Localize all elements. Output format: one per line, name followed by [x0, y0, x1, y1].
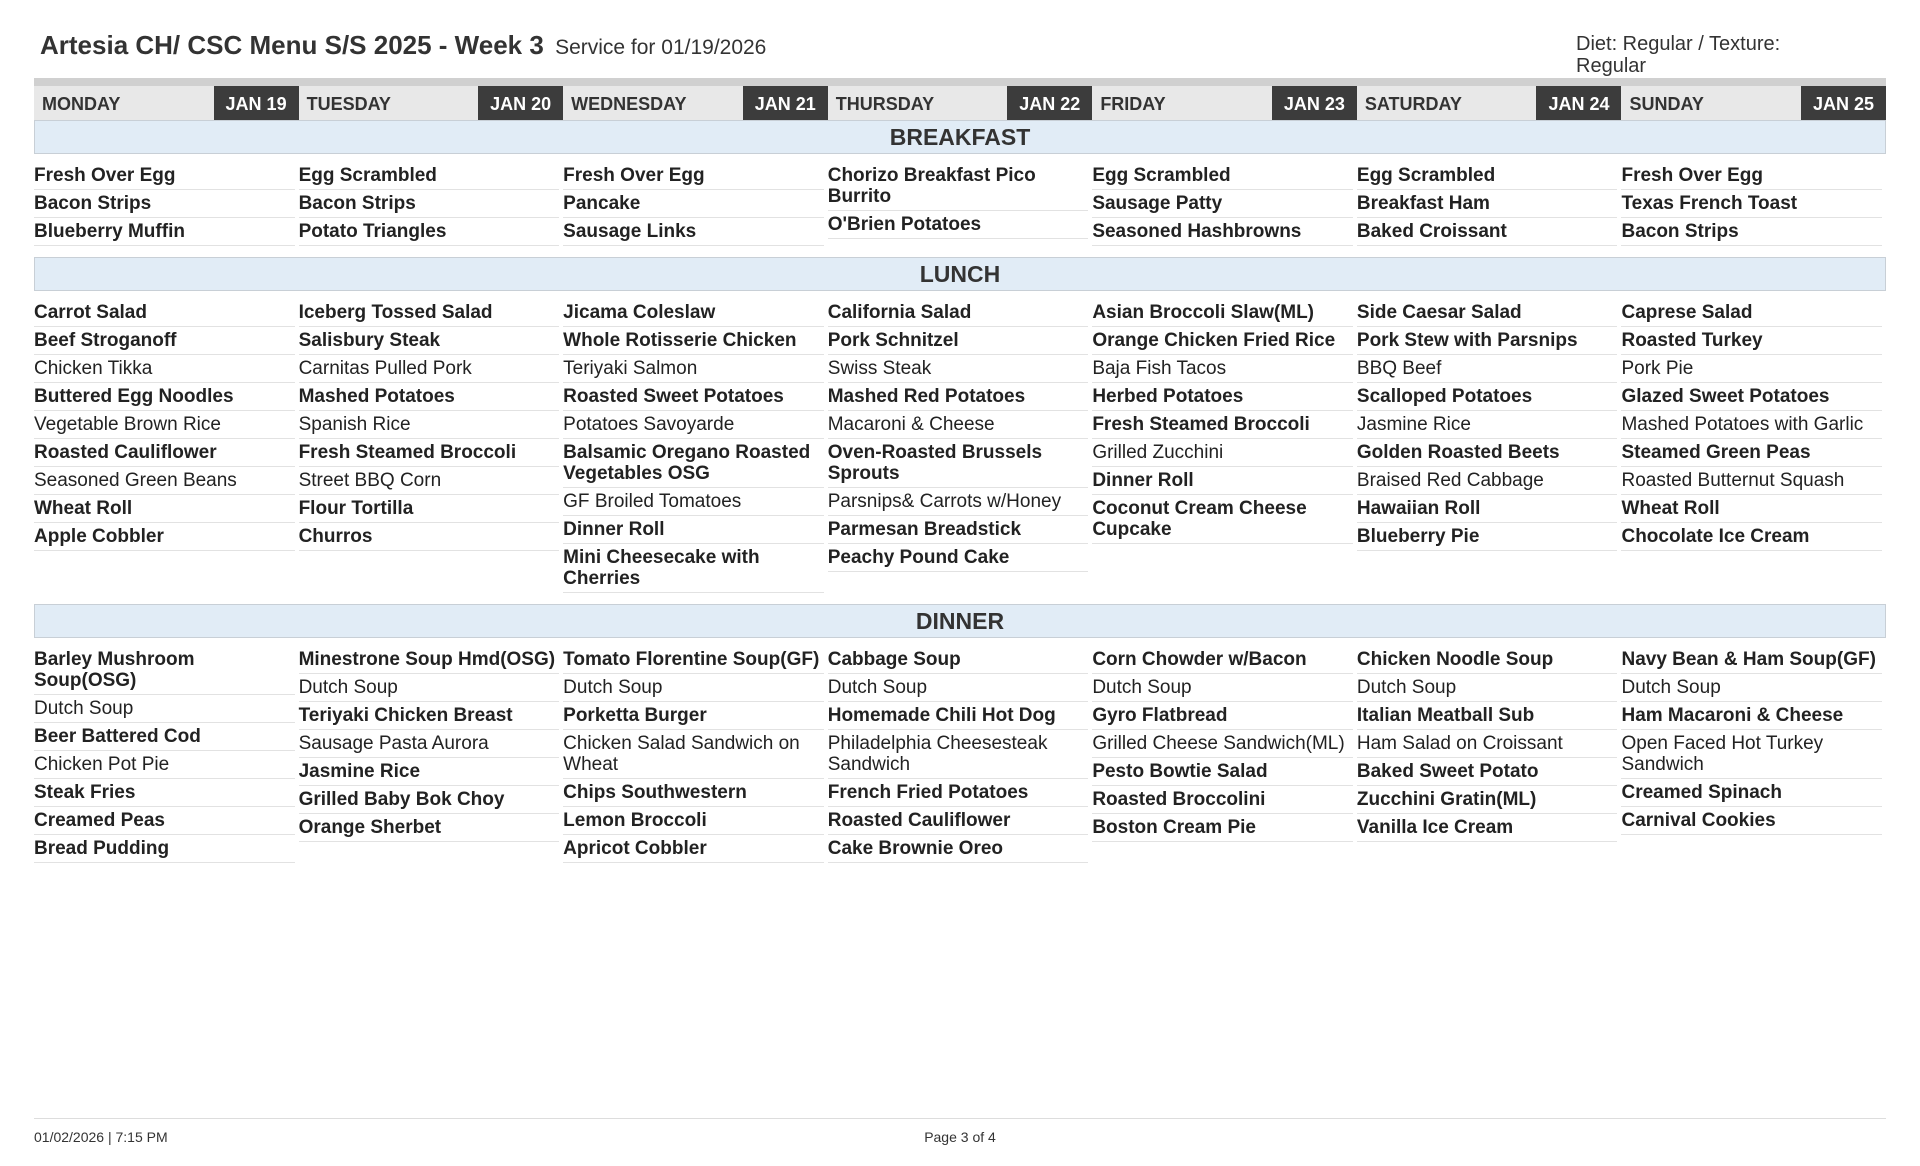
dinner-column-monday — [34, 646, 299, 863]
lunch-column-tuesday — [299, 299, 564, 593]
menu-item: Churros — [299, 523, 560, 551]
menu-item: Apple Cobbler — [34, 523, 295, 551]
menu-item: Iceberg Tossed Salad — [299, 299, 560, 327]
menu-item: Ham Salad on Croissant — [1357, 730, 1618, 758]
menu-item: Egg Scrambled — [299, 162, 560, 190]
lunch-column-wednesday — [563, 299, 828, 593]
menu-item: Glazed Sweet Potatoes — [1621, 383, 1882, 411]
day-date-badge: JAN 23 — [1272, 86, 1357, 120]
dinner-column-friday — [1092, 646, 1357, 863]
menu-item: Parsnips& Carrots w/Honey — [828, 488, 1089, 516]
menu-item: Seasoned Hashbrowns — [1092, 218, 1353, 246]
menu-item: Homemade Chili Hot Dog — [828, 702, 1089, 730]
lunch-heading: LUNCH — [34, 257, 1886, 291]
menu-item: Chicken Tikka — [34, 355, 295, 383]
menu-item: Herbed Potatoes — [1092, 383, 1353, 411]
menu-item: Steak Fries — [34, 779, 295, 807]
day-date-badge: JAN 24 — [1536, 86, 1621, 120]
menu-item: Golden Roasted Beets — [1357, 439, 1618, 467]
menu-item: Balsamic Oregano Roasted Vegetables OSG — [563, 439, 824, 488]
menu-item: Dinner Roll — [1092, 467, 1353, 495]
day-name: SUNDAY — [1629, 94, 1704, 114]
menu-item: Tomato Florentine Soup(GF) — [563, 646, 824, 674]
menu-item: Pork Stew with Parsnips — [1357, 327, 1618, 355]
menu-item: GF Broiled Tomatoes — [563, 488, 824, 516]
menu-item: Sausage Links — [563, 218, 824, 246]
day-header-monday — [34, 86, 299, 120]
menu-item: Corn Chowder w/Bacon — [1092, 646, 1353, 674]
menu-item: Gyro Flatbread — [1092, 702, 1353, 730]
breakfast-section — [34, 120, 1886, 246]
menu-item: Dutch Soup — [828, 674, 1089, 702]
day-name: FRIDAY — [1100, 94, 1166, 114]
menu-item: Orange Sherbet — [299, 814, 560, 842]
menu-item: Pesto Bowtie Salad — [1092, 758, 1353, 786]
menu-item: Roasted Cauliflower — [828, 807, 1089, 835]
menu-item: Italian Meatball Sub — [1357, 702, 1618, 730]
dinner-column-saturday — [1357, 646, 1622, 863]
menu-item: Zucchini Gratin(ML) — [1357, 786, 1618, 814]
menu-item: Pork Schnitzel — [828, 327, 1089, 355]
day-name: THURSDAY — [835, 94, 935, 114]
menu-item: Fresh Over Egg — [1621, 162, 1882, 190]
menu-item: Bacon Strips — [1621, 218, 1882, 246]
menu-item: Wheat Roll — [1621, 495, 1882, 523]
menu-item: Chocolate Ice Cream — [1621, 523, 1882, 551]
menu-item: Roasted Cauliflower — [34, 439, 295, 467]
dinner-heading: DINNER — [34, 604, 1886, 638]
day-date-badge: JAN 25 — [1801, 86, 1886, 120]
lunch-section — [34, 257, 1886, 593]
menu-item: Roasted Broccolini — [1092, 786, 1353, 814]
menu-item: Chips Southwestern — [563, 779, 824, 807]
menu-item: Boston Cream Pie — [1092, 814, 1353, 842]
menu-item: Street BBQ Corn — [299, 467, 560, 495]
dinner-column-sunday — [1621, 646, 1886, 863]
page-title — [40, 30, 766, 61]
dinner-column-tuesday — [299, 646, 564, 863]
menu-item: Potato Triangles — [299, 218, 560, 246]
menu-item: Baja Fish Tacos — [1092, 355, 1353, 383]
menu-item: Salisbury Steak — [299, 327, 560, 355]
breakfast-columns — [34, 162, 1886, 246]
menu-item: Dutch Soup — [563, 674, 824, 702]
menu-item: Asian Broccoli Slaw(ML) — [1092, 299, 1353, 327]
menu-item: Navy Bean & Ham Soup(GF) — [1621, 646, 1882, 674]
menu-item: Bacon Strips — [34, 190, 295, 218]
dinner-section — [34, 604, 1886, 863]
menu-item: Blueberry Pie — [1357, 523, 1618, 551]
breakfast-column-wednesday — [563, 162, 828, 246]
menu-item: O'Brien Potatoes — [828, 211, 1089, 239]
menu-item: Ham Macaroni & Cheese — [1621, 702, 1882, 730]
menu-item: Creamed Spinach — [1621, 779, 1882, 807]
menu-item: Mashed Potatoes with Garlic — [1621, 411, 1882, 439]
menu-item: Mashed Potatoes — [299, 383, 560, 411]
day-header-sunday — [1621, 86, 1886, 120]
menu-item: Vanilla Ice Cream — [1357, 814, 1618, 842]
menu-item: Baked Sweet Potato — [1357, 758, 1618, 786]
lunch-column-saturday — [1357, 299, 1622, 593]
menu-item: California Salad — [828, 299, 1089, 327]
menu-item: Macaroni & Cheese — [828, 411, 1089, 439]
menu-item: Teriyaki Chicken Breast — [299, 702, 560, 730]
menu-item: Dutch Soup — [1621, 674, 1882, 702]
menu-item: Chicken Pot Pie — [34, 751, 295, 779]
menu-item: Mini Cheesecake with Cherries — [563, 544, 824, 593]
page-number: Page 3 of 4 — [924, 1129, 996, 1145]
menu-item: Fresh Steamed Broccoli — [299, 439, 560, 467]
menu-item: Roasted Turkey — [1621, 327, 1882, 355]
day-date-badge: JAN 19 — [214, 86, 299, 120]
menu-item: Jasmine Rice — [299, 758, 560, 786]
lunch-column-thursday — [828, 299, 1093, 593]
day-header-wednesday — [563, 86, 828, 120]
day-header-saturday — [1357, 86, 1622, 120]
dinner-column-thursday — [828, 646, 1093, 863]
menu-item: Chicken Salad Sandwich on Wheat — [563, 730, 824, 779]
menu-item: Carrot Salad — [34, 299, 295, 327]
menu-item: Vegetable Brown Rice — [34, 411, 295, 439]
day-date-badge: JAN 22 — [1007, 86, 1092, 120]
footer-divider — [34, 1118, 1886, 1119]
menu-item: Apricot Cobbler — [563, 835, 824, 863]
dinner-columns — [34, 646, 1886, 863]
menu-item: Spanish Rice — [299, 411, 560, 439]
menu-item: Dinner Roll — [563, 516, 824, 544]
menu-item: Dutch Soup — [34, 695, 295, 723]
menu-item: Hawaiian Roll — [1357, 495, 1618, 523]
menu-item: Bacon Strips — [299, 190, 560, 218]
menu-item: Sausage Pasta Aurora — [299, 730, 560, 758]
menu-item: Caprese Salad — [1621, 299, 1882, 327]
menu-item: Dutch Soup — [1092, 674, 1353, 702]
menu-item: BBQ Beef — [1357, 355, 1618, 383]
menu-item: Roasted Sweet Potatoes — [563, 383, 824, 411]
menu-item: Creamed Peas — [34, 807, 295, 835]
breakfast-column-friday — [1092, 162, 1357, 246]
menu-item: Barley Mushroom Soup(OSG) — [34, 646, 295, 695]
menu-item: Mashed Red Potatoes — [828, 383, 1089, 411]
menu-item: Texas French Toast — [1621, 190, 1882, 218]
day-name: MONDAY — [42, 94, 121, 114]
menu-item: Baked Croissant — [1357, 218, 1618, 246]
menu-item: Buttered Egg Noodles — [34, 383, 295, 411]
menu-item: Porketta Burger — [563, 702, 824, 730]
menu-item: Breakfast Ham — [1357, 190, 1618, 218]
menu-item: Orange Chicken Fried Rice — [1092, 327, 1353, 355]
menu-item: Peachy Pound Cake — [828, 544, 1089, 572]
day-header-friday — [1092, 86, 1357, 120]
menu-item: Oven-Roasted Brussels Sprouts — [828, 439, 1089, 488]
menu-item: Minestrone Soup Hmd(OSG) — [299, 646, 560, 674]
print-timestamp: 01/02/2026 | 7:15 PM — [34, 1129, 168, 1145]
day-date-badge: JAN 21 — [743, 86, 828, 120]
menu-item: Carnitas Pulled Pork — [299, 355, 560, 383]
menu-item: Sausage Patty — [1092, 190, 1353, 218]
day-name: WEDNESDAY — [571, 94, 687, 114]
day-header-tuesday — [299, 86, 564, 120]
diet-texture: Diet: Regular / Texture: Regular — [1576, 33, 1781, 77]
menu-item: Dutch Soup — [1357, 674, 1618, 702]
menu-item: Chicken Noodle Soup — [1357, 646, 1618, 674]
menu-item: Open Faced Hot Turkey Sandwich — [1621, 730, 1882, 779]
lunch-column-friday — [1092, 299, 1357, 593]
menu-item: Scalloped Potatoes — [1357, 383, 1618, 411]
day-row — [34, 86, 1886, 122]
menu-item: Flour Tortilla — [299, 495, 560, 523]
menu-item: Carnival Cookies — [1621, 807, 1882, 835]
menu-item: Chorizo Breakfast Pico Burrito — [828, 162, 1089, 211]
dinner-column-wednesday — [563, 646, 828, 863]
menu-item: Fresh Over Egg — [34, 162, 295, 190]
breakfast-column-tuesday — [299, 162, 564, 246]
menu-item: Coconut Cream Cheese Cupcake — [1092, 495, 1353, 544]
menu-item: Lemon Broccoli — [563, 807, 824, 835]
breakfast-column-thursday — [828, 162, 1093, 246]
menu-item: Jasmine Rice — [1357, 411, 1618, 439]
menu-item: French Fried Potatoes — [828, 779, 1089, 807]
day-name: TUESDAY — [306, 94, 391, 114]
menu-item: Grilled Zucchini — [1092, 439, 1353, 467]
header-band — [34, 78, 1886, 86]
menu-item: Pancake — [563, 190, 824, 218]
menu-item: Whole Rotisserie Chicken — [563, 327, 824, 355]
breakfast-heading: BREAKFAST — [34, 120, 1886, 154]
menu-item: Pork Pie — [1621, 355, 1882, 383]
lunch-column-monday — [34, 299, 299, 593]
menu-item: Beer Battered Cod — [34, 723, 295, 751]
menu-item: Dutch Soup — [299, 674, 560, 702]
menu-item: Teriyaki Salmon — [563, 355, 824, 383]
menu-item: Beef Stroganoff — [34, 327, 295, 355]
lunch-columns — [34, 299, 1886, 593]
menu-item: Philadelphia Cheesesteak Sandwich — [828, 730, 1089, 779]
menu-item: Cabbage Soup — [828, 646, 1089, 674]
menu-item: Egg Scrambled — [1357, 162, 1618, 190]
breakfast-column-saturday — [1357, 162, 1622, 246]
day-name: SATURDAY — [1364, 94, 1462, 114]
menu-item: Egg Scrambled — [1092, 162, 1353, 190]
breakfast-column-sunday — [1621, 162, 1886, 246]
menu-item: Fresh Steamed Broccoli — [1092, 411, 1353, 439]
menu-item: Roasted Butternut Squash — [1621, 467, 1882, 495]
lunch-column-sunday — [1621, 299, 1886, 593]
menu-item: Jicama Coleslaw — [563, 299, 824, 327]
menu-item: Wheat Roll — [34, 495, 295, 523]
menu-title: Artesia CH/ CSC Menu S/S 2025 - Week 3 — [40, 30, 544, 60]
service-date: Service for 01/19/2026 — [555, 36, 767, 59]
breakfast-column-monday — [34, 162, 299, 246]
menu-item: Grilled Baby Bok Choy — [299, 786, 560, 814]
day-header — [34, 78, 1886, 122]
menu-item: Steamed Green Peas — [1621, 439, 1882, 467]
day-header-thursday — [828, 86, 1093, 120]
menu-item: Parmesan Breadstick — [828, 516, 1089, 544]
menu-item: Cake Brownie Oreo — [828, 835, 1089, 863]
menu-item: Bread Pudding — [34, 835, 295, 863]
menu-item: Blueberry Muffin — [34, 218, 295, 246]
menu-item: Seasoned Green Beans — [34, 467, 295, 495]
menu-item: Potatoes Savoyarde — [563, 411, 824, 439]
menu-item: Grilled Cheese Sandwich(ML) — [1092, 730, 1353, 758]
menu-item: Side Caesar Salad — [1357, 299, 1618, 327]
day-date-badge: JAN 20 — [478, 86, 563, 120]
menu-item: Swiss Steak — [828, 355, 1089, 383]
menu-item: Fresh Over Egg — [563, 162, 824, 190]
menu-item: Braised Red Cabbage — [1357, 467, 1618, 495]
